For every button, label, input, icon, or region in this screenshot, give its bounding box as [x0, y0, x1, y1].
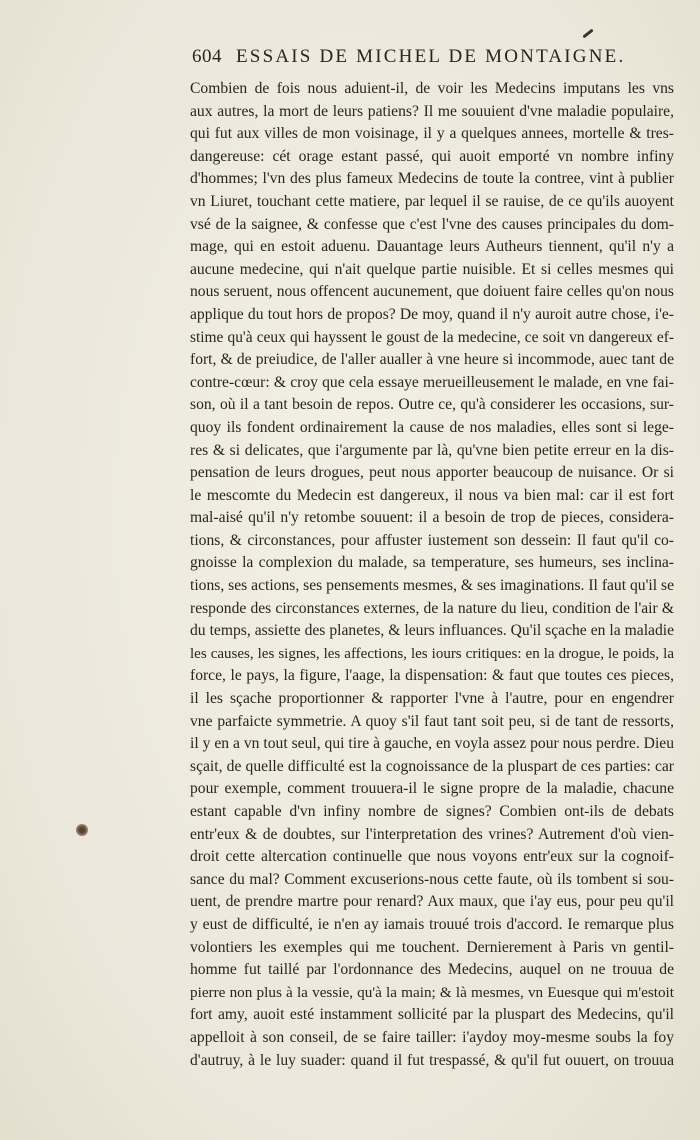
text-line: volontiers les exemples qui me touchent. Dernierement à Paris vn gentil-: [190, 938, 674, 956]
text-line: gnoisse la complexion du malade, sa temperature, ses humeurs, ses inclina-: [190, 554, 674, 572]
pen-mark: [582, 29, 593, 39]
text-line: applique du tout hors de propos? De moy, quand il n'y auroit autre chose, i'e-: [190, 305, 674, 323]
text-line: mal-aisé qu'il n'y retombe souuent: il a besoin de trop de pieces, considera-: [190, 509, 674, 527]
text-line: tions, & circonstances, pour affuster iustement son dessein: Il faut qu'il co-: [190, 531, 674, 549]
text-line: sçait, de quelle difficulté est la cognoissance de la pluspart de ces parties: car: [190, 757, 674, 775]
text-line: contre-cœur: & croy que cela essaye merueilleusement le malade, en vne fai-: [190, 373, 674, 391]
text-line: son, où il a tant besoin de repos. Outre ce, qu'à considerer les occasions, sur-: [190, 396, 674, 414]
text-line: d'autruy, à le luy suader: quand il fut trespassé, & qu'il fut ouuert, on trouua: [190, 1051, 674, 1069]
text-line: pensation de leurs drogues, peut nous apporter beaucoup de nuisance. Or si: [190, 464, 674, 482]
text-line: pierre non plus à la vessie, qu'à la main; & là mesmes, vn Euesque qui m'estoit: [190, 983, 674, 1001]
text-line: tions, ses actions, ses pensements mesmes, & ses imaginations. Il faut qu'il se: [190, 577, 674, 595]
text-line: sance du mal? Comment excuserions-nous cette faute, où ils tombent si sou-: [190, 870, 674, 888]
text-line: dangereuse: cét orage estant passé, qui auoit emporté vn nombre infiny: [190, 147, 674, 165]
ink-stain: [76, 824, 88, 836]
text-line: il y en a vn tout seul, qui tire à gauche, en voyla assez pour nous perdre. Dieu: [190, 735, 674, 753]
page-header: [192, 46, 632, 76]
text-line: pour exemple, comment trouuera-il le signe propre de la maladie, chacune: [190, 780, 674, 798]
text-line: responde des circonstances externes, de la nature du lieu, condition de l'air &: [190, 599, 674, 617]
text-line: fort, & de preiudice, de l'aller aualler à vne heure si incommode, auec tant de: [190, 351, 674, 369]
text-line: y eust de difficulté, ie n'en ay iamais trouué trois d'accord. Ie remarque plus: [190, 915, 674, 933]
text-line: les causes, les signes, les affections, les iours critiques: en la drogue, le poids, la: [190, 645, 674, 662]
text-line: stime qu'à ceux qui hayssent le goust de la medecine, ce soit vn dangereux ef-: [190, 328, 674, 346]
text-line: Combien de fois nous aduient-il, de voir les Medecins imputans les vns: [190, 80, 674, 97]
text-line: qui fut aux villes de mon voisinage, il y a quelques annees, mortelle & tres-: [190, 125, 674, 143]
text-line: homme fut taillé par l'ordonnance des Medecins, auquel on ne trouua de: [190, 961, 674, 979]
running-title: ESSAIS DE MICHEL DE MONTAIGNE.: [236, 46, 626, 67]
text-line: droit cette altercation continuelle que nous voyons entr'eux sur la cognoif-: [190, 848, 674, 866]
text-line: le mescomte du Medecin est dangereux, il nous va bien mal: car il est fort: [190, 486, 674, 504]
text-line: nous seruent, nous offencent aucunement, que doiuent faire celles qu'on nous: [190, 283, 674, 301]
text-line: res & si delicates, que i'argumente par là, qu'vne bien petite erreur en la dis-: [190, 441, 674, 459]
body-text: [190, 78, 674, 1072]
text-line: aux autres, la mort de leurs patiens? Il me souuient d'vne maladie populaire,: [190, 102, 674, 120]
text-line: force, le pays, la figure, l'aage, la dispensation: & faut que toutes ces pieces,: [190, 667, 674, 685]
text-line: il les sçache proportionner & rapporter l'vne à l'autre, pour en engendrer: [190, 690, 674, 708]
text-line: mage, qui en estoit aduenu. Dauantage leurs Autheurs tiennent, qu'il n'y a: [190, 238, 674, 256]
text-line: fort amy, auoit esté instamment sollicité par la pluspart des Medecins, qu'il: [190, 1006, 674, 1024]
text-line: du temps, assiette des planetes, & leurs influances. Qu'il sçache en la maladie: [190, 622, 674, 640]
text-line: vn Liuret, touchant cette matiere, par lequel il se rauise, de ce qu'ils auoyent: [190, 192, 674, 210]
text-line: vne parfaicte symmetrie. A quoy s'il faut tant soit peu, si de tant de ressorts,: [190, 712, 674, 730]
text-line: entr'eux & de doubtes, sur l'interpretation des vrines? Autrement d'où vien-: [190, 825, 674, 843]
text-line: vsé de la saignee, & confesse que c'est l'vne des causes principales du dom-: [190, 215, 674, 233]
text-line: aucune medecine, qui n'ait quelque partie nuisible. Et si celles mesmes qui: [190, 260, 674, 278]
text-line: appelloit à son conseil, de se faire tailler: i'aydoy moy-mesme soubs la foy: [190, 1028, 674, 1046]
text-line: quoy ils fondent ordinairement la cause de nos maladies, elles sont si lege-: [190, 418, 674, 436]
page-number: 604: [192, 46, 222, 67]
text-line: d'hommes; l'vn des plus fameux Medecins de toute la contree, vint à publier: [190, 170, 674, 188]
text-line: uent, de prendre martre pour renard? Aux maux, que i'ay eus, pour peu qu'il: [190, 893, 674, 911]
text-line: estant capable d'vn infiny nombre de signes? Combien ont-ils de debats: [190, 803, 674, 820]
